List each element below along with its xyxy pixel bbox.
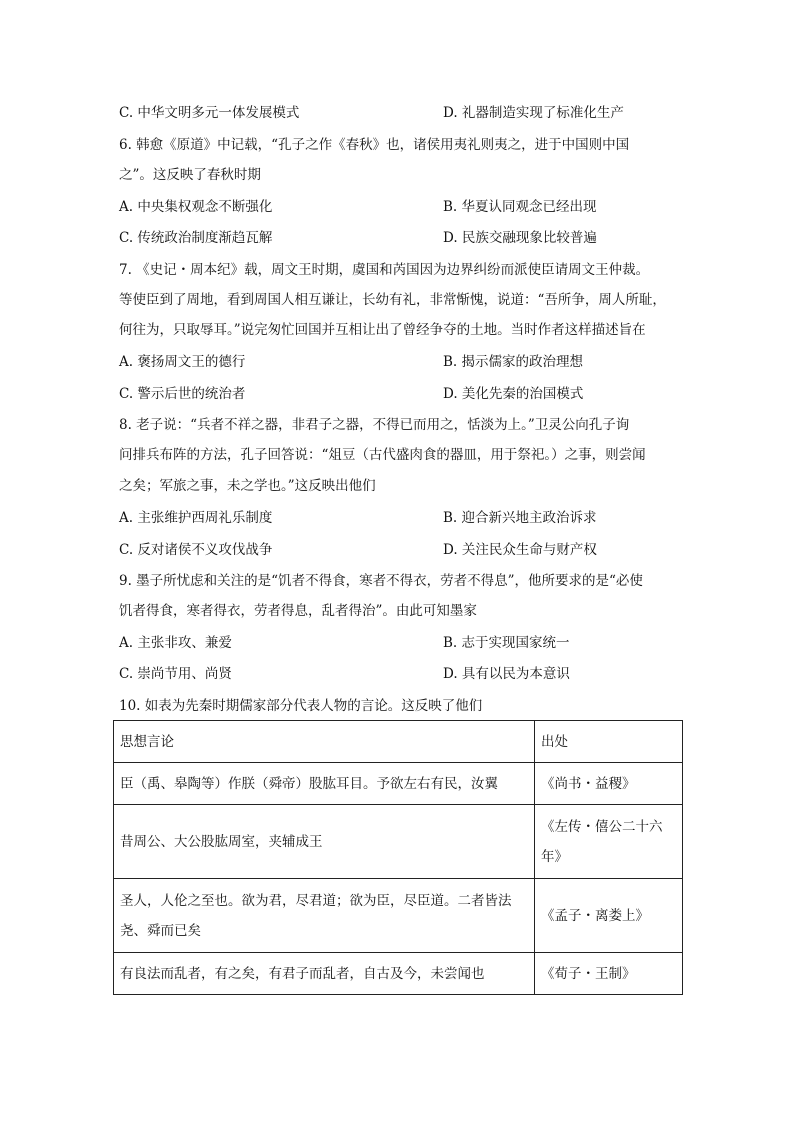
table-header-cell: 思想言论 [114, 721, 535, 763]
q8-stem-line-3: 之矣；军旅之事，未之学也。”这反映出他们 [119, 478, 376, 494]
q7-option-c: C. 警示后世的统治者 [119, 386, 246, 402]
table-cell-source: 《孟子・离娄上》 [535, 879, 683, 953]
q7-stem-line-1: 7. 《史记・周本纪》载，周文王时期，虞国和芮国因为边界纠纷而派使臣请周文王仲裁。 [119, 262, 650, 278]
q8-option-a: A. 主张维护西周礼乐制度 [119, 510, 273, 526]
q6-stem-line-2: 之”。这反映了春秋时期 [119, 167, 261, 183]
table-header-row [114, 721, 683, 763]
q8-option-b: B. 迎合新兴地主政治诉求 [443, 510, 597, 526]
table-cell-source: 《尚书・益稷》 [535, 763, 683, 805]
table-cell-quote: 圣人，人伦之至也。欲为君，尽君道；欲为臣，尽臣道。二者皆法尧、舜而已矣 [114, 879, 535, 953]
q9-option-c: C. 崇尚节用、尚贤 [119, 666, 232, 682]
table-row [114, 805, 683, 879]
q6-option-c: C. 传统政治制度渐趋瓦解 [119, 230, 273, 246]
q7-option-b: B. 揭示儒家的政治理想 [443, 354, 584, 370]
q6-option-b: B. 华夏认同观念已经出现 [443, 199, 597, 215]
q8-stem-line-2: 问排兵布阵的方法，孔子回答说：“俎豆（古代盛肉食的器皿，用于祭祀。）之事，则尝闻 [119, 447, 646, 463]
table-cell-quote: 臣（禹、皋陶等）作朕（舜帝）股肱耳目。予欲左右有民，汝翼 [114, 763, 535, 805]
q7-stem-line-2: 等使臣到了周地，看到周国人相互谦让，长幼有礼，非常惭愧，说道：“吾所争，周人所耻， [119, 292, 666, 308]
table-header-cell: 出处 [535, 721, 683, 763]
q5-option-d: D. 礼器制造实现了标准化生产 [443, 105, 624, 121]
q9-stem-line-2: 饥者得食，寒者得衣，劳者得息，乱者得治”。由此可知墨家 [119, 603, 477, 619]
quotes-table [113, 720, 683, 995]
table-row [114, 879, 683, 953]
q8-option-c: C. 反对诸侯不义攻伐战争 [119, 542, 273, 558]
q9-option-a: A. 主张非攻、兼爱 [119, 635, 232, 651]
q9-option-d: D. 具有以民为本意识 [443, 666, 570, 682]
table-cell-source: 《左传・僖公二十六年》 [535, 805, 683, 879]
q5-option-c: C. 中华文明多元一体发展模式 [119, 105, 300, 121]
q9-stem-line-1: 9. 墨子所忧虑和关注的是“饥者不得食，寒者不得衣，劳者不得息”，他所要求的是“必使 [119, 573, 643, 589]
q10-stem: 10. 如表为先秦时期儒家部分代表人物的言论。这反映了他们 [119, 698, 483, 714]
q7-stem-line-3: 何往为，只取辱耳。”说完匆忙回国并互相让出了曾经争夺的土地。当时作者这样描述旨在 [119, 322, 646, 338]
q6-stem-line-1: 6. 韩愈《原道》中记载，“孔子之作《春秋》也，诸侯用夷礼则夷之，进于中国则中国 [119, 137, 630, 153]
q8-option-d: D. 关注民众生命与财产权 [443, 542, 597, 558]
table-cell-source: 《荀子・王制》 [535, 953, 683, 995]
q6-option-d: D. 民族交融现象比较普遍 [443, 230, 597, 246]
q8-stem-line-1: 8. 老子说：“兵者不祥之器，非君子之器，不得已而用之，恬淡为上。”卫灵公向孔子询 [119, 417, 630, 433]
q7-option-d: D. 美化先秦的治国模式 [443, 386, 584, 402]
table-row [114, 763, 683, 805]
table-cell-quote: 昔周公、大公股肱周室，夹辅成王 [114, 805, 535, 879]
table-cell-quote: 有良法而乱者，有之矣，有君子而乱者，自古及今，未尝闻也 [114, 953, 535, 995]
q9-option-b: B. 志于实现国家统一 [443, 635, 570, 651]
table-row [114, 953, 683, 995]
q7-option-a: A. 褒扬周文王的德行 [119, 354, 246, 370]
q6-option-a: A. 中央集权观念不断强化 [119, 199, 273, 215]
